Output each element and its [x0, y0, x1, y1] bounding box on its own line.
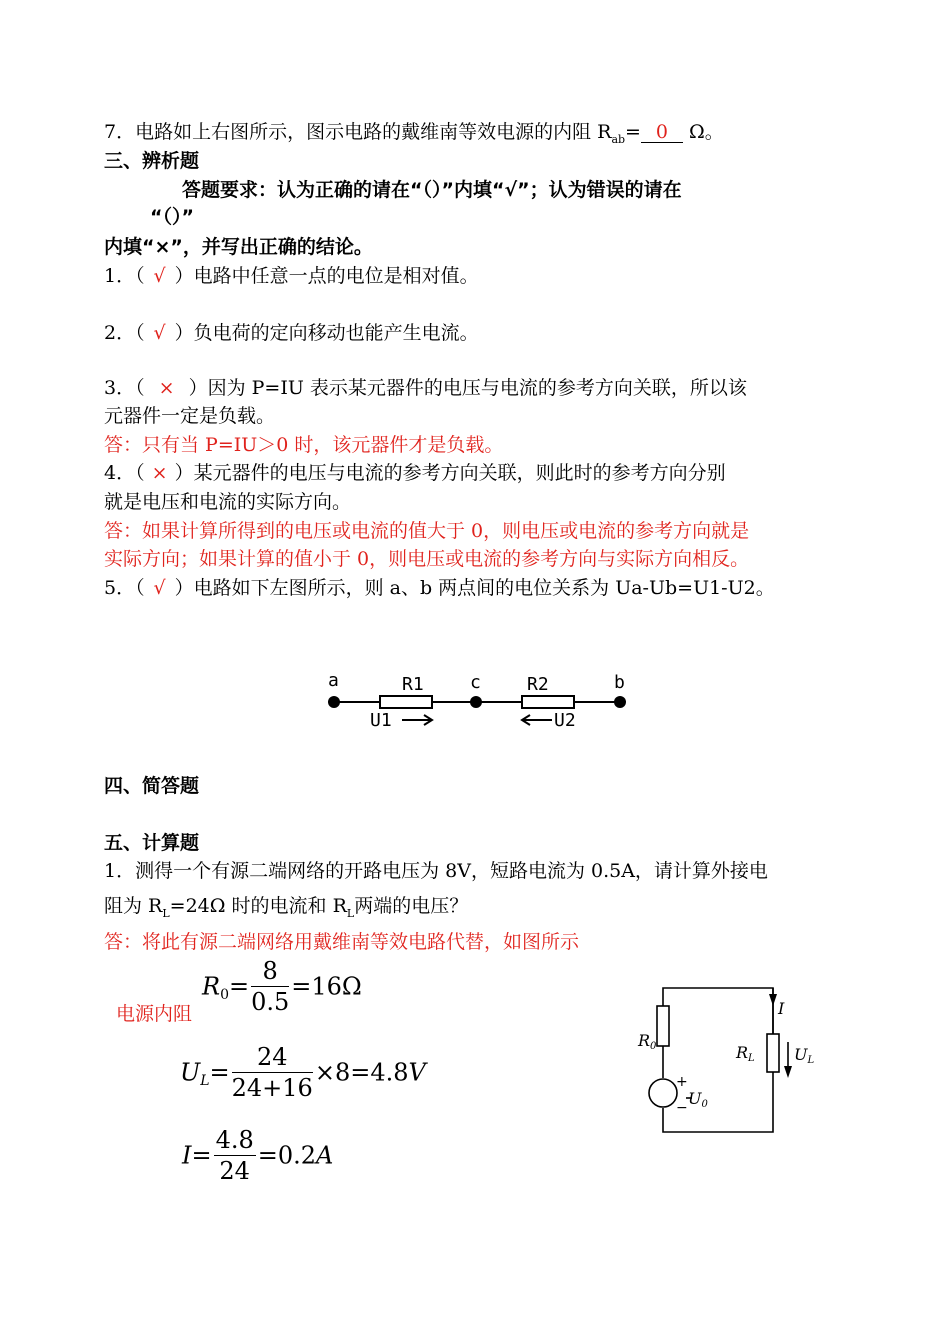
label-r1: R1 — [402, 674, 424, 695]
calc1-line2: 阻为 $R_L=24\Omega$ 时的电流和 $R_L$两端的电压？ — [104, 895, 469, 920]
label-u0: U0 — [688, 1089, 708, 1110]
section3-title: 三、辨析题 — [104, 150, 200, 172]
equation-r0: $R_0=$ $\frac{8}{0.5}$ =16Ω — [202, 957, 362, 1016]
item-4-answer-2: 实际方向；如果计算的值小于 0，则电压或电流的参考方向与实际方向相反。 — [104, 548, 750, 570]
label-minus: − — [676, 1100, 688, 1116]
item-4: 4．（ × ）某元器件的电压与电流的参考方向关联，则此时的参考方向分别 — [104, 462, 726, 484]
label-source-resistance: 电源内阻 — [116, 1003, 193, 1025]
calc1-line1: 1．测得一个有源二端网络的开路电压为 8V，短路电流为 0.5A，请计算外接电 — [104, 860, 768, 882]
item-3-cont: 元器件一定是负载。 — [104, 405, 276, 427]
section4-title: 四、简答题 — [104, 775, 200, 797]
item-5-mark: √ — [153, 577, 166, 599]
q7-answer: 0 — [641, 122, 683, 143]
item-2-mark: √ — [153, 322, 166, 344]
label-ul: UL — [794, 1045, 815, 1066]
section3-requirement: 答题要求：认为正确的请在“（）”内填“√”；认为错误的请在 — [182, 179, 682, 201]
label-r2: R2 — [527, 674, 549, 695]
node-c — [470, 696, 482, 708]
label-u1: U1 — [370, 710, 392, 731]
label-c: c — [470, 672, 481, 693]
node-b — [614, 696, 626, 708]
item-2: 2．（ √ ）负电荷的定向移动也能产生电流。 — [104, 322, 479, 344]
q7-line: 7．电路如上右图所示，图示电路的戴维南等效电源的内阻 $R_{ab}= 0$ Ω。 — [104, 121, 724, 146]
item-4-cont: 就是电压和电流的实际方向。 — [104, 491, 352, 513]
section3-requirement-2: “（）” — [150, 206, 194, 228]
item-1-mark: √ — [153, 265, 166, 287]
item-1: 1．（ √ ）电路中任意一点的电位是相对值。 — [104, 265, 479, 287]
node-a — [328, 696, 340, 708]
label-b: b — [614, 672, 625, 693]
label-plus: + — [676, 1074, 688, 1090]
item-3-answer: 答：只有当 P=IU＞0 时，该元器件才是负载。 — [104, 434, 504, 456]
section3-requirement-3: 内填“×”，并写出正确的结论。 — [104, 236, 373, 258]
item-4-mark: × — [151, 462, 168, 484]
equation-ul: $U_L=$ $\frac{24}{24+16}$ ×8=4.8V — [180, 1043, 426, 1102]
label-r0: R0 — [638, 1031, 657, 1052]
label-u2: U2 — [554, 710, 576, 731]
label-rl: RL — [736, 1043, 755, 1064]
section5-title: 五、计算题 — [104, 832, 200, 854]
label-a: a — [328, 670, 339, 691]
thevenin-equivalent-circuit — [630, 980, 830, 1140]
item-4-answer: 答：如果计算所得到的电压或电流的值大于 0，则电压或电流的参考方向就是 — [104, 520, 750, 542]
item-3-mark: × — [158, 377, 175, 399]
label-i: I — [778, 999, 785, 1018]
calc1-answer: 答：将此有源二端网络用戴维南等效电路代替，如图所示 — [104, 931, 580, 953]
equation-i: I= $\frac{4.8}{24}$ =0.2A — [182, 1126, 334, 1185]
item-5: 5．（ √ ）电路如下左图所示，则 a、b 两点间的电位关系为 Ua-Ub=U1-U2。 — [104, 577, 775, 599]
series-circuit-diagram — [322, 668, 642, 738]
item-3: 3．（ × ）因为 P=IU 表示某元器件的电压与电流的参考方向关联，所以该 — [104, 377, 747, 399]
